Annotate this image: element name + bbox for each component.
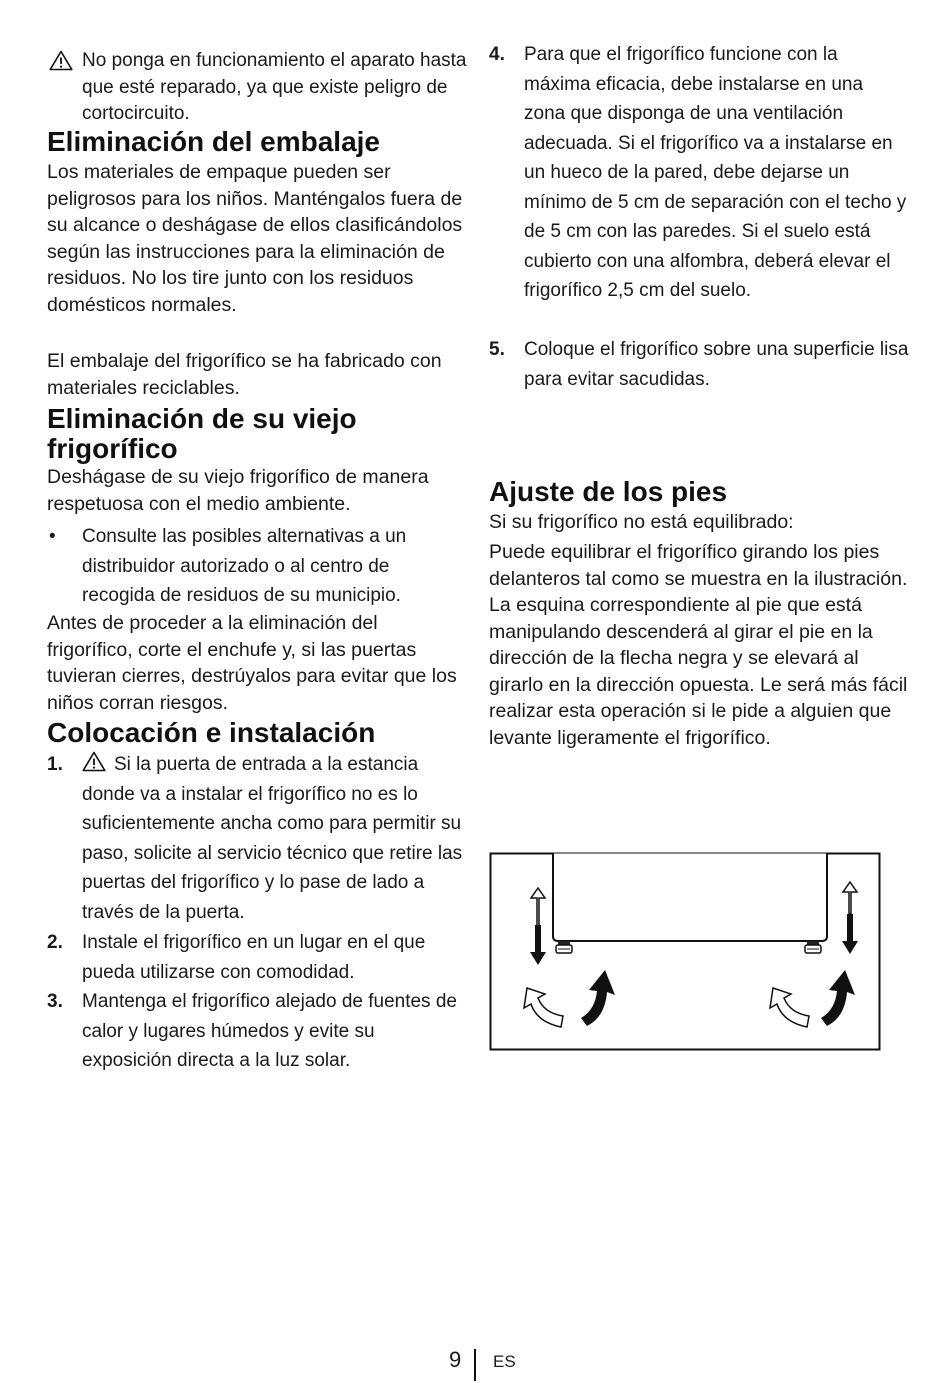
install-item-text: Coloque el frigorífico sobre una superficie lisa para evitar sacudidas. [524,339,909,390]
section-title-feet-adjustment: Ajuste de los pies [489,476,728,507]
install-item-3 [47,987,467,1076]
feet-adjustment-diagram [489,852,881,1051]
install-item-text: Instale el frigorífico en un lugar en el que pueda utilizarse con comodidad. [82,932,426,983]
feet-adjustment-illustration [489,852,881,1051]
bullet-symbol: • [49,526,56,547]
right-foot-icon [805,941,821,953]
install-item-number: 5. [489,339,505,360]
install-item-1 [47,750,467,927]
language-code: ES [493,1352,516,1371]
old-fridge-paragraph-2: Antes de proceder a la eliminación del frigorífico, corte el enchufe y, si las puertas tuvieran cierres, destrúyalos para evitar que los niños corran riesgos. [47,612,457,714]
old-fridge-bullet [47,522,467,611]
warning-text: No ponga en funcionamiento el aparato hasta que esté reparado, ya que existe peligro de cortocircuito. [82,50,467,124]
page-number: 9 [449,1347,462,1372]
warning-triangle-icon [49,50,73,80]
old-fridge-paragraph-1: Deshágase de su viejo frigorífico de manera respetuosa con el medio ambiente. [47,466,429,515]
footer-divider [474,1349,476,1381]
section-title-packaging: Eliminación del embalaje [47,126,381,157]
install-item-text: Mantenga el frigorífico alejado de fuentes de calor y lugares húmedos y evite su exposición directa a la luz solar. [82,991,457,1071]
install-item-text: Si la puerta de entrada a la estancia donde va a instalar el frigorífico no es lo suficientemente ancha como para permitir su paso, solicite al servicio técnico que retire las puertas del frigorífico y lo pase de lado a través de la puerta. [82,754,463,923]
install-item-5 [489,335,909,394]
left-foot-icon [556,941,572,953]
install-item-number: 1. [47,754,63,775]
section-title-old-fridge: Eliminación de su viejo frigorífico [47,403,357,464]
warning-note [47,48,467,128]
install-item-number: 4. [489,44,505,65]
packaging-paragraph-2: El embalaje del frigorífico se ha fabricado con materiales reciclables. [47,350,442,399]
install-item-number: 2. [47,932,63,953]
feet-paragraph-2: Puede equilibrar el frigorífico girando los pies delanteros tal como se muestra en la ilustración. La esquina correspondiente al pie que está manipulando descenderá al girar el pie en la dirección de la flecha negra y se elevará al girarlo en la dirección opuesta. Le será más fácil realizar esta operación si le pide a alguien que levante ligeramente el frigorífico. [489,541,908,749]
old-fridge-bullet-text: Consulte las posibles alternativas a un distribuidor autorizado o al centro de recogida de residuos de su municipio. [82,526,407,606]
install-item-text: Para que el frigorífico funcione con la máxima eficacia, debe instalarse en una zona que disponga de una ventilación adecuada. Si el frigorífico va a instalarse en un hueco de la pared, debe dejarse un mínimo de 5 cm de separación con el techo y de 5 cm con las paredes. Si el suelo está cubierto con una alfombra, deberá elevar el frigorífico 2,5 cm del suelo. [524,44,907,301]
install-item-number: 3. [47,991,63,1012]
install-item-4 [489,40,909,306]
section-title-installation: Colocación e instalación [47,717,376,748]
feet-paragraph-1: Si su frigorífico no está equilibrado: [489,511,794,533]
install-item-2 [47,928,467,987]
warning-triangle-icon [82,751,106,771]
packaging-paragraph-1: Los materiales de empaque pueden ser peligrosos para los niños. Manténgalos fuera de su alcance o deshágase de ellos clasificándolos según las instrucciones para la eliminación de residuos. No los tire junto con los residuos domésticos normales. [47,161,463,316]
